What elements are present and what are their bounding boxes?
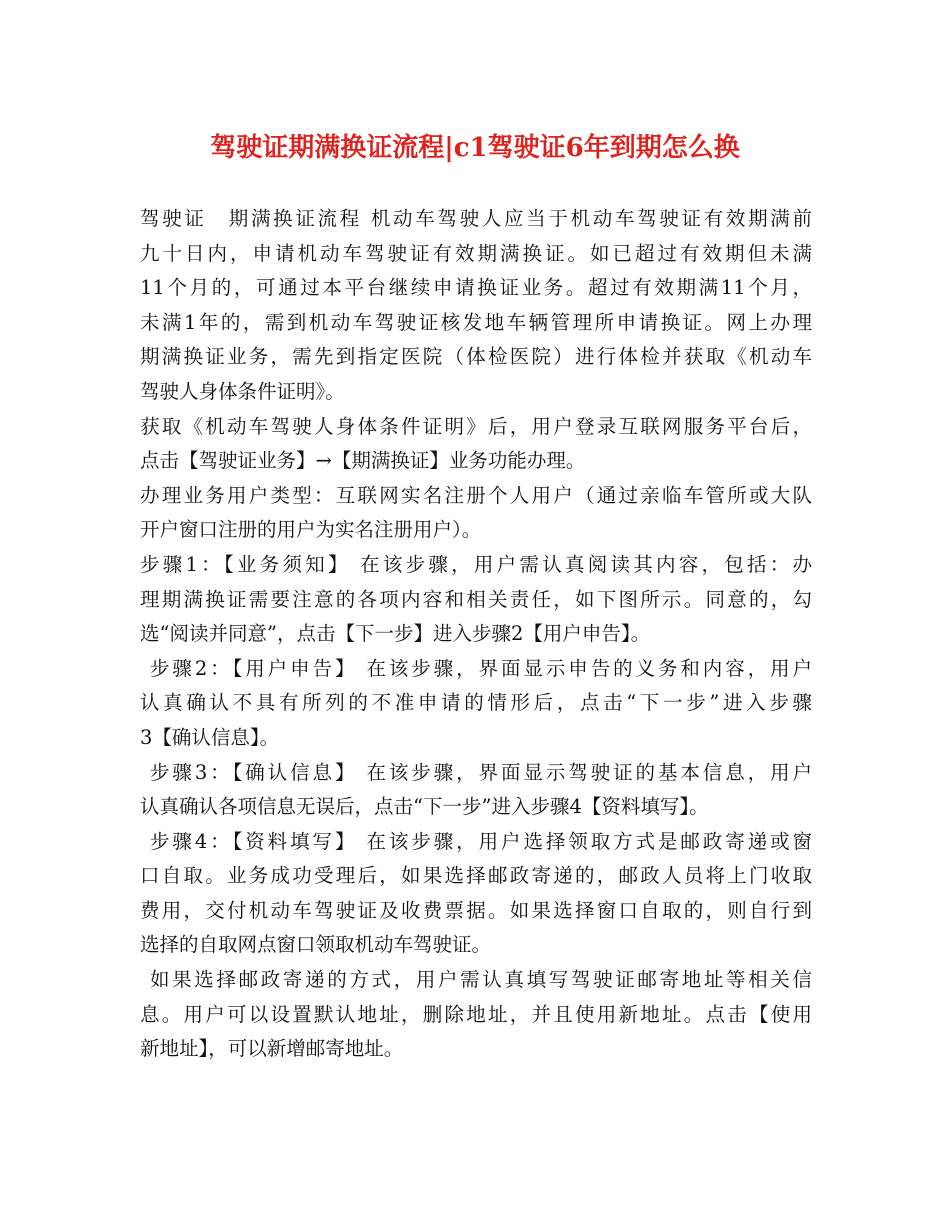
paragraph-line: 未满1年的，需到机动车驾驶证核发地车辆管理所申请换证。网上办理 <box>140 310 812 334</box>
paragraph-line: 步骤2：【用户申告】 在该步骤，界面显示申告的义务和内容，用户 <box>150 656 812 680</box>
paragraph-line: 认真确认不具有所列的不准申请的情形后，点击“下一步”进入步骤 <box>140 691 812 715</box>
paragraph-line: 息。用户可以设置默认地址，删除地址，并且使用新地址。点击【使用 <box>140 1002 812 1026</box>
paragraph-line: 办理业务用户类型：互联网实名注册个人用户（通过亲临车管所或大队 <box>140 483 812 507</box>
paragraph-line: 新地址】，可以新增邮寄地址。 <box>140 1037 404 1061</box>
paragraph-line: 步骤3：【确认信息】 在该步骤，界面显示驾驶证的基本信息，用户 <box>150 760 812 784</box>
paragraph-line: 步骤1：【业务须知】 在该步骤，用户需认真阅读其内容，包括：办 <box>140 552 812 576</box>
paragraph-line: 期满换证业务，需先到指定医院（体检医院）进行体检并获取《机动车 <box>140 345 812 369</box>
paragraph-line: 选择的自取网点窗口领取机动车驾驶证。 <box>140 933 492 957</box>
paragraph-line: 驾驶证 期满换证流程 机动车驾驶人应当于机动车驾驶证有效期满前 <box>140 207 812 230</box>
paragraph-line: 3【确认信息】。 <box>140 725 280 749</box>
paragraph-line: 如果选择邮政寄递的方式，用户需认真填写驾驶证邮寄地址等相关信 <box>150 968 812 992</box>
paragraph-line: 驾驶人身体条件证明》。 <box>140 379 345 403</box>
paragraph-line: 九十日内，申请机动车驾驶证有效期满换证。如已超过有效期但未满 <box>140 241 812 265</box>
paragraph-line: 开户窗口注册的用户为实名注册用户）。 <box>140 518 482 542</box>
paragraph-line: 选“阅读并同意”，点击【下一步】进入步骤2【用户申告】。 <box>140 622 651 646</box>
paragraph-line: 点击【驾驶证业务】→【期满换证】业务功能办理。 <box>140 449 586 473</box>
document-title: 驾驶证期满换证流程|c1驾驶证6年到期怎么换 <box>210 133 740 163</box>
document-body <box>140 202 812 1067</box>
paragraph-line: 费用，交付机动车驾驶证及收费票据。如果选择窗口自取的，则自行到 <box>140 898 812 922</box>
paragraph-line: 理期满换证需要注意的各项内容和相关责任，如下图所示。同意的，勾 <box>140 587 812 611</box>
paragraph-line: 步骤4：【资料填写】 在该步骤，用户选择领取方式是邮政寄递或窗 <box>150 829 812 853</box>
paragraph-line: 11个月的，可通过本平台继续申请换证业务。超过有效期满11个月， <box>140 276 812 300</box>
paragraph-line: 获取《机动车驾驶人身体条件证明》后，用户登录互联网服务平台后， <box>140 414 812 438</box>
paragraph-line: 口自取。业务成功受理后，如果选择邮政寄递的，邮政人员将上门收取 <box>140 864 812 888</box>
paragraph-line: 认真确认各项信息无误后，点击“下一步”进入步骤4【资料填写】。 <box>140 795 709 819</box>
